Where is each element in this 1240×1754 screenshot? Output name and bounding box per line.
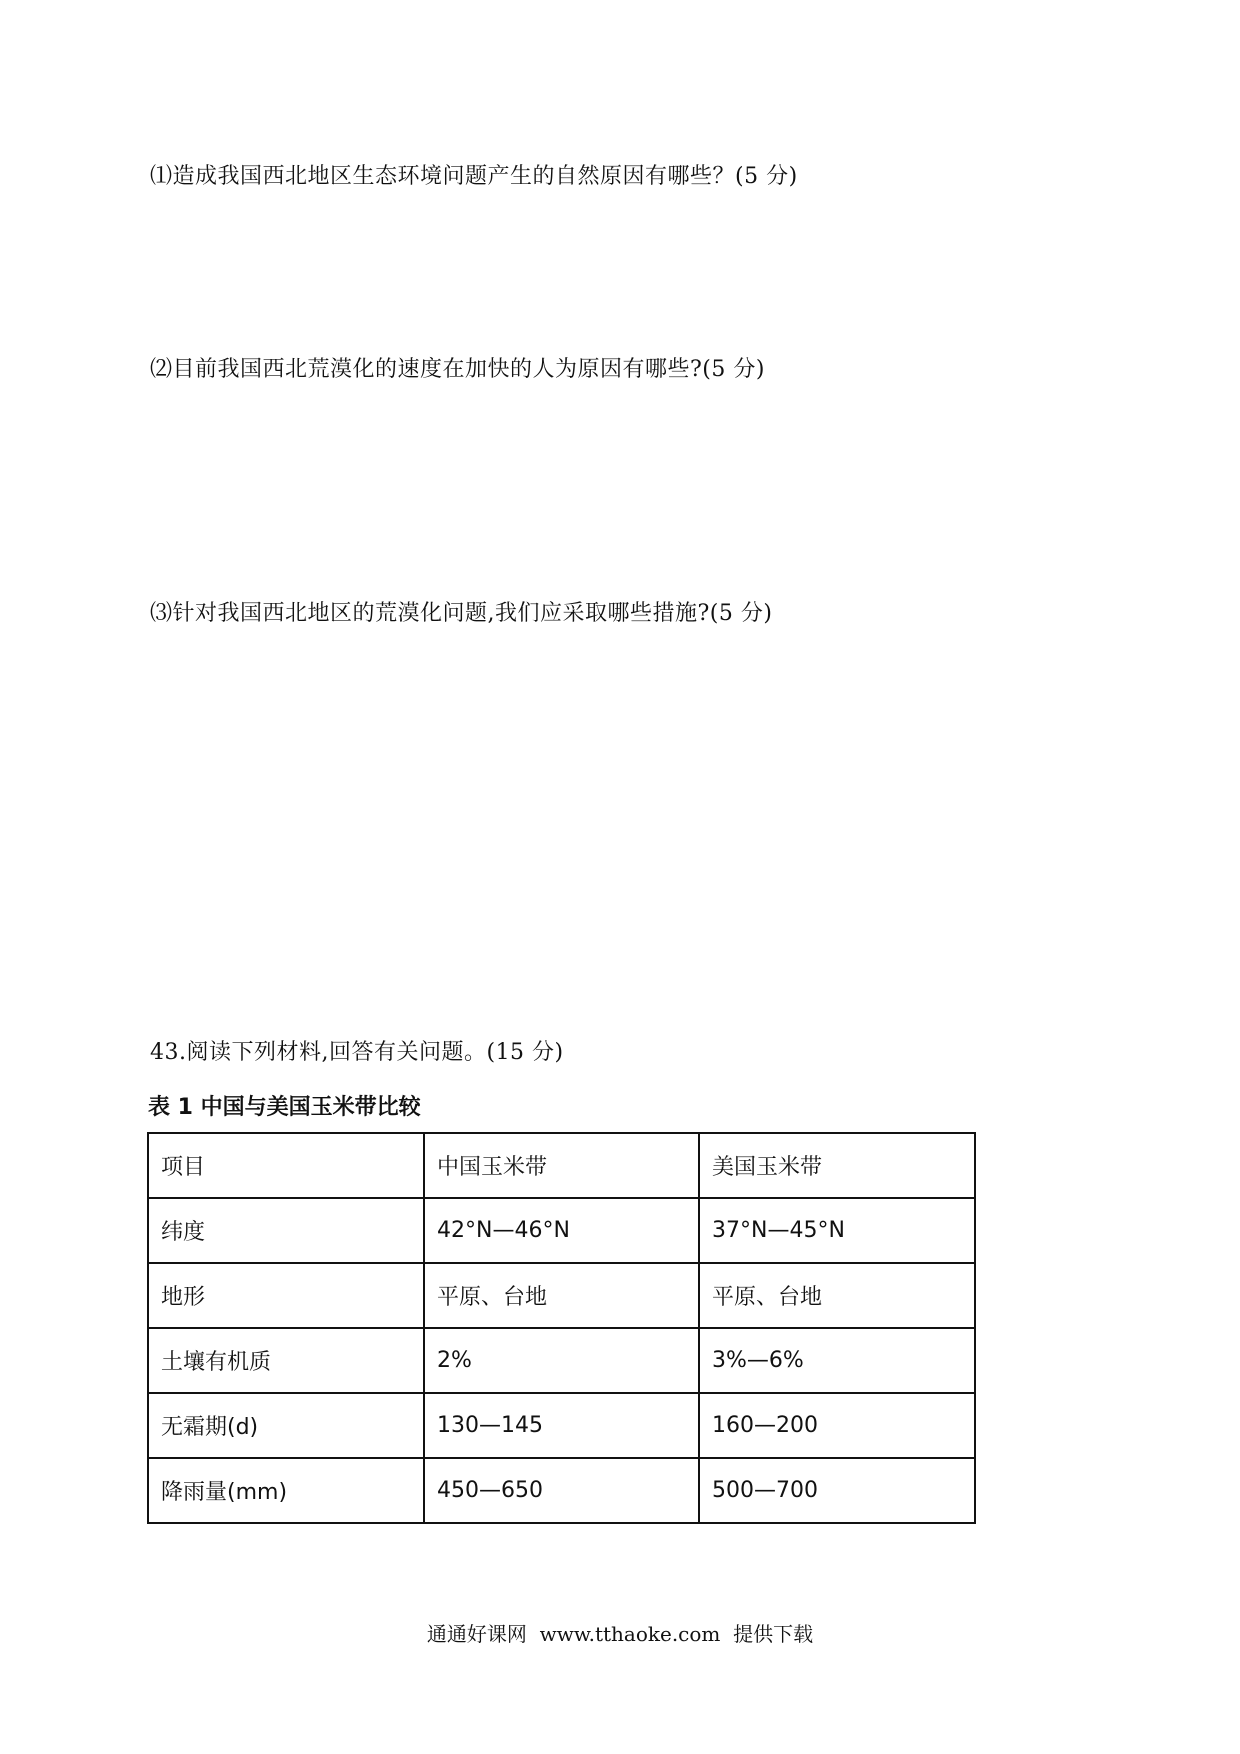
table-cell: 3%—6% xyxy=(699,1328,975,1393)
question-43: 43.阅读下列材料,回答有关问题。(15 分) xyxy=(150,1040,564,1065)
table-cell: 160—200 xyxy=(699,1393,975,1458)
table-cell: 无霜期(d) xyxy=(148,1393,424,1458)
footer-text: 通通好课网 www.tthaoke.com 提供下载 xyxy=(426,1622,814,1646)
table-row xyxy=(148,1263,975,1328)
table-cell: 纬度 xyxy=(148,1198,424,1263)
table-title: 表 1 中国与美国玉米带比较 xyxy=(148,1095,421,1120)
question-2: ⑵目前我国西北荒漠化的速度在加快的人为原因有哪些?(5 分) xyxy=(150,357,765,382)
table-cell: 中国玉米带 xyxy=(424,1133,699,1198)
table-row xyxy=(148,1198,975,1263)
table-cell: 项目 xyxy=(148,1133,424,1198)
table-cell: 美国玉米带 xyxy=(699,1133,975,1198)
table-cell: 42°N—46°N xyxy=(424,1198,699,1263)
table-cell: 平原、台地 xyxy=(699,1263,975,1328)
table-row xyxy=(148,1393,975,1458)
table-cell: 130—145 xyxy=(424,1393,699,1458)
table-header-row xyxy=(148,1133,975,1198)
table-cell: 降雨量(mm) xyxy=(148,1458,424,1523)
table-cell: 平原、台地 xyxy=(424,1263,699,1328)
table-cell: 450—650 xyxy=(424,1458,699,1523)
question-3: ⑶针对我国西北地区的荒漠化问题,我们应采取哪些措施?(5 分) xyxy=(150,601,773,626)
table-row xyxy=(148,1328,975,1393)
table-cell: 500—700 xyxy=(699,1458,975,1523)
question-1: ⑴造成我国西北地区生态环境问题产生的自然原因有哪些？(5 分) xyxy=(150,164,798,189)
table-row xyxy=(148,1458,975,1523)
table-cell: 37°N—45°N xyxy=(699,1198,975,1263)
comparison-table xyxy=(147,1132,976,1524)
table-cell: 2% xyxy=(424,1328,699,1393)
table-cell: 地形 xyxy=(148,1263,424,1328)
table-cell: 土壤有机质 xyxy=(148,1328,424,1393)
